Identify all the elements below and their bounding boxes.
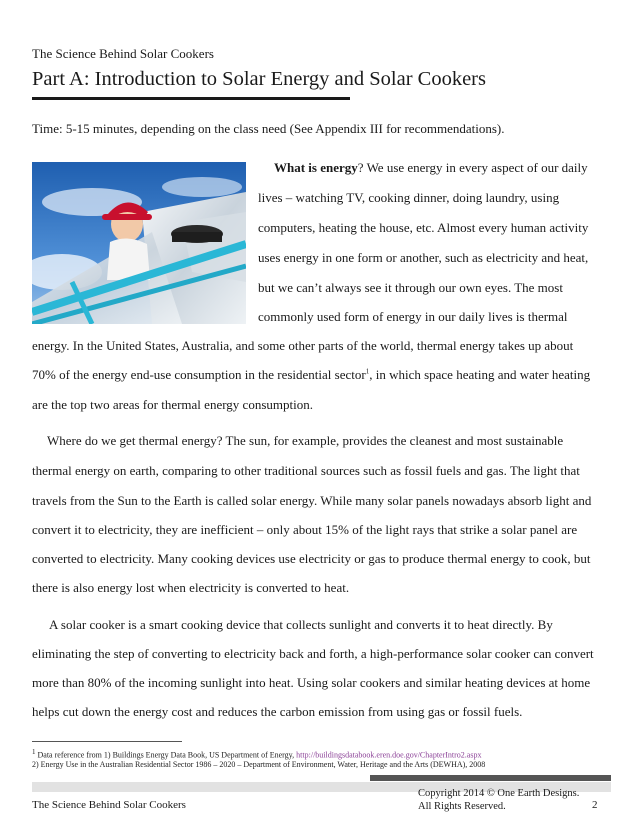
running-header: The Science Behind Solar Cookers bbox=[32, 46, 214, 61]
time-note: Time: 5-15 minutes, depending on the class need (See Appendix III for recommendations). bbox=[32, 121, 505, 136]
solar-cooker-photo bbox=[32, 162, 246, 324]
footnote-text: Data reference from 1) Buildings Energy Data Book, US Department of Energy, bbox=[35, 750, 297, 760]
page-number: 2 bbox=[592, 799, 598, 811]
footnote-2: 2) Energy Use in the Australian Residential Sector 1986 – 2020 – Department of Environment, Water, Heritage and the Arts (DEWHA), 2008 bbox=[32, 760, 486, 769]
title-underline bbox=[32, 97, 350, 100]
para3-line: more than 80% of the incoming sunlight into heat. Using solar cookers and similar heating devices at home bbox=[32, 675, 591, 690]
para1-lead bbox=[274, 160, 588, 176]
footer-accent-bar bbox=[370, 775, 611, 781]
rights-line: All Rights Reserved. bbox=[418, 801, 506, 812]
para1-line: are the top two areas for thermal energy consumption. bbox=[32, 397, 313, 412]
para1-line: uses energy in one form or another, such as electricity and heat, bbox=[258, 250, 589, 265]
copyright-line: Copyright 2014 © One Earth Designs. bbox=[418, 788, 580, 799]
lead-term: What is energy bbox=[274, 160, 358, 175]
para3-line: eliminating the step of converting to electricity back and forth, a high-performance solar cooker can convert bbox=[32, 646, 594, 661]
footnote-rule bbox=[32, 741, 182, 742]
para2-line: thermal energy on earth, comparing to other traditional sources such as fossil fuels and gas. The light that bbox=[32, 463, 580, 478]
para2-line: convert it to electricity, they are inefficient – only about 15% of the light rays that strike a solar panel are bbox=[32, 522, 578, 537]
para1-line: commonly used form of energy in our daily lives is thermal bbox=[258, 309, 568, 324]
footnote-marker: 1 bbox=[365, 367, 370, 376]
footer-doc-title: The Science Behind Solar Cookers bbox=[32, 799, 186, 811]
para1-line: but we can’t always see it through our own eyes. The most bbox=[258, 280, 563, 295]
para1-line: computers, heating the house, etc. Almost every human activity bbox=[258, 220, 589, 235]
footnote-1 bbox=[32, 748, 481, 760]
line-text: , in which space heating and water heating bbox=[369, 367, 591, 382]
para2-line: travels from the Sun to the Earth is called solar energy. While many solar panels nowadays absorb light and bbox=[32, 493, 592, 508]
para1-line: lives – watching TV, cooking dinner, doing laundry, using bbox=[258, 190, 560, 205]
para2-line: there is also energy lost when electricity is converted to heat. bbox=[32, 580, 350, 595]
footnote-link[interactable]: http://buildingsdatabook.eren.doe.gov/ChapterIntro2.aspx bbox=[296, 750, 482, 760]
footnote-number: 1 bbox=[32, 748, 36, 756]
para3-line: helps cut down the energy cost and reduces the carbon emission from using gas or fossil fuels. bbox=[32, 704, 523, 719]
lead-rest: ? We use energy in every aspect of our daily bbox=[357, 160, 588, 175]
section-title: Part A: Introduction to Solar Energy and Solar Cookers bbox=[32, 68, 486, 90]
footer-copyright bbox=[418, 787, 579, 813]
para1-line bbox=[32, 367, 590, 383]
para1-line: energy. In the United States, Australia, and some other parts of the world, thermal energy takes up about bbox=[32, 338, 574, 353]
line-text: 70% of the energy end-use consumption in the residential sector bbox=[32, 367, 366, 382]
para3-line: A solar cooker is a smart cooking device that collects sunlight and converts it to heat directly. By bbox=[49, 617, 553, 632]
para2-line: converted to electricity. Many cooking devices use electricity or gas to produce thermal energy to cook, but bbox=[32, 551, 591, 566]
para2-line: Where do we get thermal energy? The sun, for example, provides the cleanest and most sustainable bbox=[47, 433, 564, 448]
